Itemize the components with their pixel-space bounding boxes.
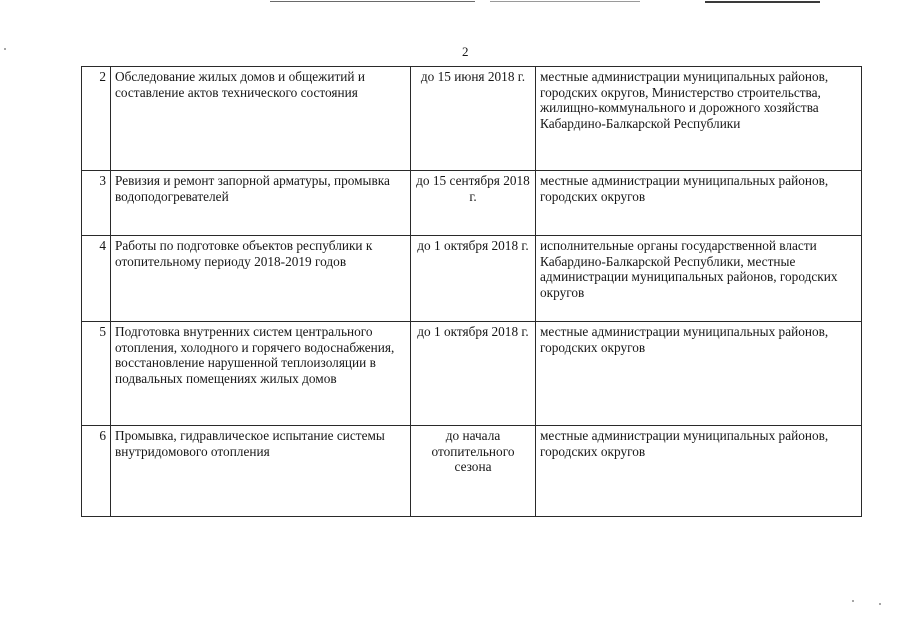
scan-top-line xyxy=(490,1,640,2)
table-row xyxy=(82,426,862,517)
table-row xyxy=(82,322,862,426)
row-number: 4 xyxy=(82,236,111,322)
scan-speck xyxy=(852,600,854,602)
responsible-cell: исполнительные органы государственной власти Кабардино-Балкарской Республики, местные администрации муниципальных районов, городских округов xyxy=(536,236,862,322)
table-row xyxy=(82,67,862,171)
task-cell: Ревизия и ремонт запорной арматуры, промывка водоподогревателей xyxy=(111,171,411,236)
task-cell: Промывка, гидравлическое испытание системы внутридомового отопления xyxy=(111,426,411,517)
deadline-cell: до 15 июня 2018 г. xyxy=(411,67,536,171)
measures-table xyxy=(81,66,862,517)
scan-top-line xyxy=(270,1,475,2)
responsible-cell: местные администрации муниципальных районов, городских округов, Министерство строительства, жилищно-коммунального и дорожного хозяйства Кабардино-Балкарской Республики xyxy=(536,67,862,171)
task-cell: Работы по подготовке объектов республики к отопительному периоду 2018-2019 годов xyxy=(111,236,411,322)
row-number: 6 xyxy=(82,426,111,517)
scan-speck xyxy=(4,48,6,50)
task-cell: Обследование жилых домов и общежитий и составление актов технического состояния xyxy=(111,67,411,171)
deadline-cell: до 1 октября 2018 г. xyxy=(411,236,536,322)
table-row xyxy=(82,236,862,322)
responsible-cell: местные администрации муниципальных районов, городских округов xyxy=(536,322,862,426)
table-row xyxy=(82,171,862,236)
responsible-cell: местные администрации муниципальных районов, городских округов xyxy=(536,426,862,517)
page-number: 2 xyxy=(462,44,469,59)
row-number: 5 xyxy=(82,322,111,426)
deadline-cell: до начала отопительного сезона xyxy=(411,426,536,517)
deadline-cell: до 1 октября 2018 г. xyxy=(411,322,536,426)
responsible-cell: местные администрации муниципальных районов, городских округов xyxy=(536,171,862,236)
row-number: 2 xyxy=(82,67,111,171)
deadline-cell: до 15 сентября 2018 г. xyxy=(411,171,536,236)
row-number: 3 xyxy=(82,171,111,236)
scan-speck xyxy=(879,603,881,605)
task-cell: Подготовка внутренних систем центрального отопления, холодного и горячего водоснабжения, восстановление нарушенной теплоизоляции в подвальных помещениях жилых домов xyxy=(111,322,411,426)
scan-top-line xyxy=(705,1,820,3)
